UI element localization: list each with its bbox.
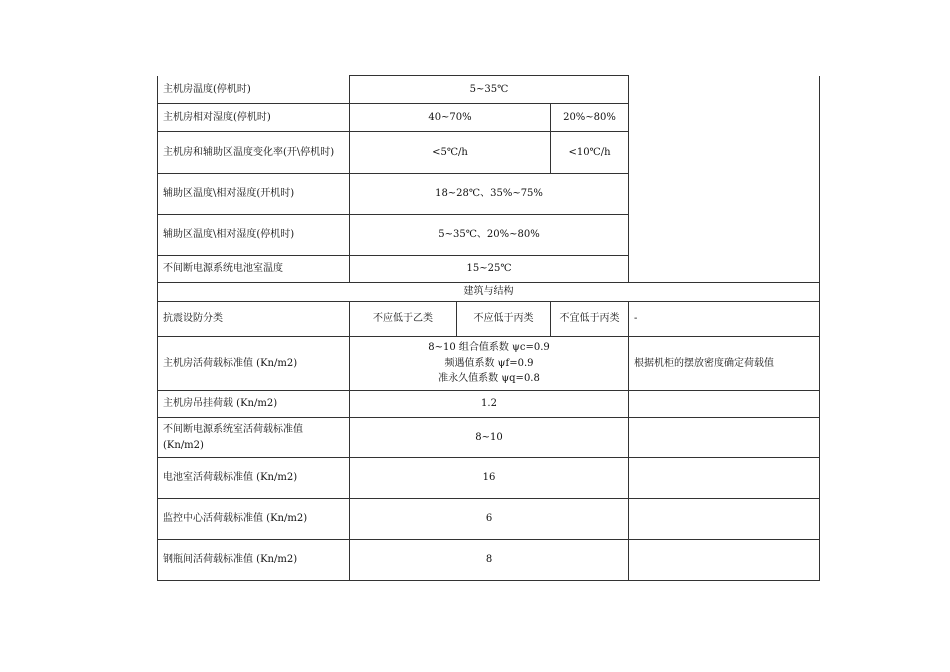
- row-label: 不间断电源系统电池室温度: [158, 256, 350, 283]
- empty-cell: [629, 418, 820, 458]
- row-label: 主机房吊挂荷载 (Kn/m2): [158, 391, 350, 418]
- cell-value: 40~70%: [350, 104, 551, 132]
- value-line: 8~10 组合值系数 ψc=0.9: [428, 342, 550, 354]
- table-row: [158, 499, 820, 540]
- empty-cell: [629, 540, 820, 581]
- row-label: 辅助区温度\相对湿度(开机时): [158, 174, 350, 215]
- cell-value: 5~35℃: [350, 76, 629, 104]
- row-label: 钢瓶间活荷载标准值 (Kn/m2): [158, 540, 350, 581]
- cell-value: <10℃/h: [551, 132, 629, 174]
- row-label: 主机房相对湿度(停机时): [158, 104, 350, 132]
- cell-value: 6: [350, 499, 629, 540]
- row-label: 不间断电源系统室活荷载标准值 (Kn/m2): [158, 418, 350, 458]
- cell-note: 根据机柜的摆放密度确定荷载值: [629, 337, 820, 391]
- cell-value: 20%~80%: [551, 104, 629, 132]
- row-label: 监控中心活荷载标准值 (Kn/m2): [158, 499, 350, 540]
- cell-note: -: [629, 302, 820, 337]
- empty-cell: [629, 499, 820, 540]
- table-row: [158, 337, 820, 391]
- cell-value: 5~35℃、20%~80%: [350, 215, 629, 256]
- table-row: [158, 76, 820, 104]
- table-row: [158, 418, 820, 458]
- cell-value: 8: [350, 540, 629, 581]
- value-line: 准永久值系数 ψq=0.8: [438, 373, 540, 385]
- cell-value: 不宜低于丙类: [551, 302, 629, 337]
- row-label: 主机房温度(停机时): [158, 76, 350, 104]
- table-row: [158, 302, 820, 337]
- cell-value: 8~10: [350, 418, 629, 458]
- value-line: 频遇值系数 ψf=0.9: [444, 357, 534, 369]
- cell-value: 1.2: [350, 391, 629, 418]
- row-label: 主机房和辅助区温度变化率(开\停机时): [158, 132, 350, 174]
- cell-value: 18~28℃、35%~75%: [350, 174, 629, 215]
- cell-value: <5℃/h: [350, 132, 551, 174]
- spec-table: [157, 75, 820, 581]
- empty-cell: [629, 76, 820, 283]
- section-header: 建筑与结构: [158, 283, 820, 302]
- table-row: [158, 540, 820, 581]
- table-row: [158, 391, 820, 418]
- row-label: 主机房活荷载标准值 (Kn/m2): [158, 337, 350, 391]
- row-label: 抗震设防分类: [158, 302, 350, 337]
- empty-cell: [629, 391, 820, 418]
- cell-value: 15~25℃: [350, 256, 629, 283]
- row-label: 辅助区温度\相对湿度(停机时): [158, 215, 350, 256]
- cell-value: 不应低于乙类: [350, 302, 457, 337]
- table-row: [158, 458, 820, 499]
- row-label: 电池室活荷载标准值 (Kn/m2): [158, 458, 350, 499]
- empty-cell: [629, 458, 820, 499]
- cell-value: 不应低于丙类: [457, 302, 551, 337]
- cell-value-multiline: [350, 337, 629, 391]
- section-row: [158, 283, 820, 302]
- cell-value: 16: [350, 458, 629, 499]
